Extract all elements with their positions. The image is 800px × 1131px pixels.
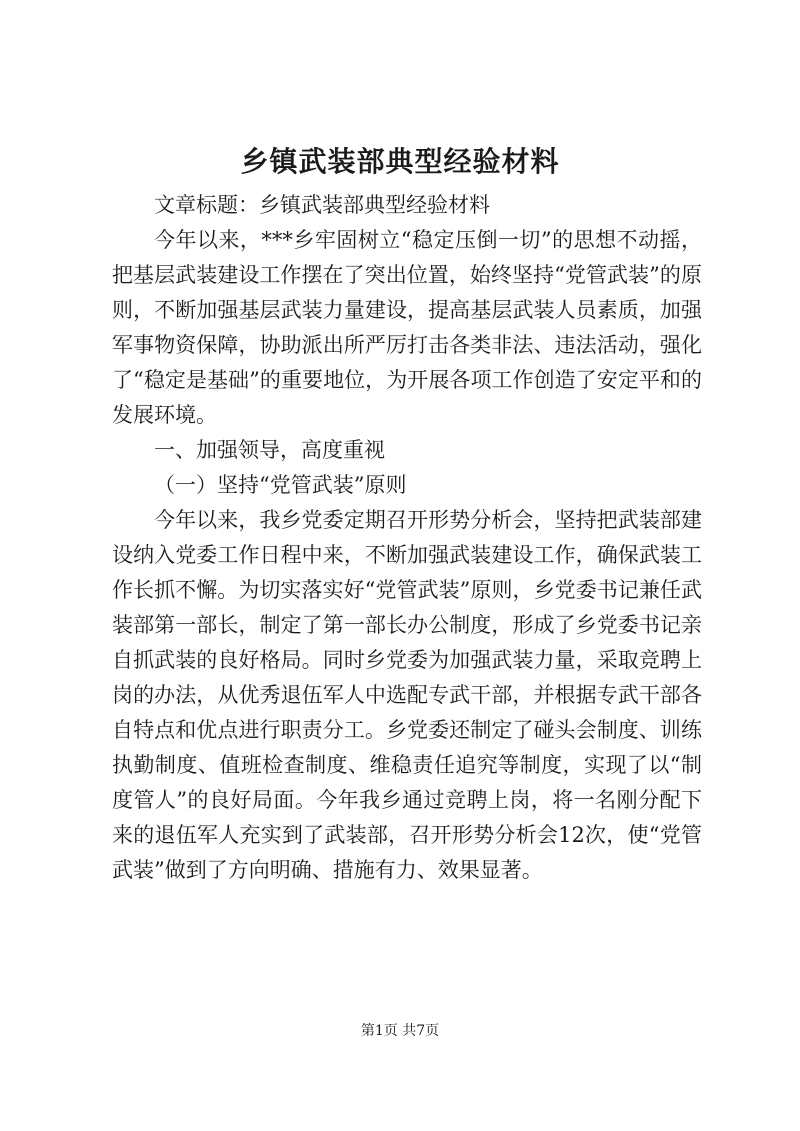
document-body: [112, 188, 702, 888]
section-heading: 一、加强领导，高度重视: [154, 438, 385, 462]
document-title: 乡镇武装部典型经验材料: [240, 145, 560, 178]
page-footer: 第1页 共7页: [360, 1023, 440, 1039]
subsection-heading: （一）坚持“党管武装”原则: [154, 473, 407, 497]
body-paragraph: 今年以来，我乡党委定期召开形势分析会，坚持把武装部建设纳入党委工作日程中来，不断加强武装建设工作，确保武装工作长抓不懈。为切实落实好“党管武装”原则，乡党委书记兼任武装部第一部长，制定了第一部长办公制度，形成了乡党委书记亲自抓武装的良好格局。同时乡党委为加强武装力量，采取竞聘上岗的办法，从优秀退伍军人中选配专武干部，并根据专武干部各自特点和优点进行职责分工。乡党委还制定了碰头会制度、训练执勤制度、值班检查制度、维稳责任追究等制度，实现了以“制度管人”的良好局面。今年我乡通过竞聘上岗，将一名刚分配下来的退伍军人充实到了武装部，召开形势分析会12次，使“党管武装”做到了方向明确、措施有力、效果显著。: [112, 508, 702, 882]
article-title-line: 文章标题：乡镇武装部典型经验材料: [154, 193, 490, 217]
intro-paragraph: 今年以来，***乡牢固树立“稳定压倒一切”的思想不动摇，把基层武装建设工作摆在了突出位置，始终坚持“党管武装”的原则，不断加强基层武装力量建设，提高基层武装人员素质，加强军事物资保障，协助派出所严厉打击各类非法、违法活动，强化了“稳定是基础”的重要地位，为开展各项工作创造了安定平和的发展环境。: [112, 228, 702, 427]
